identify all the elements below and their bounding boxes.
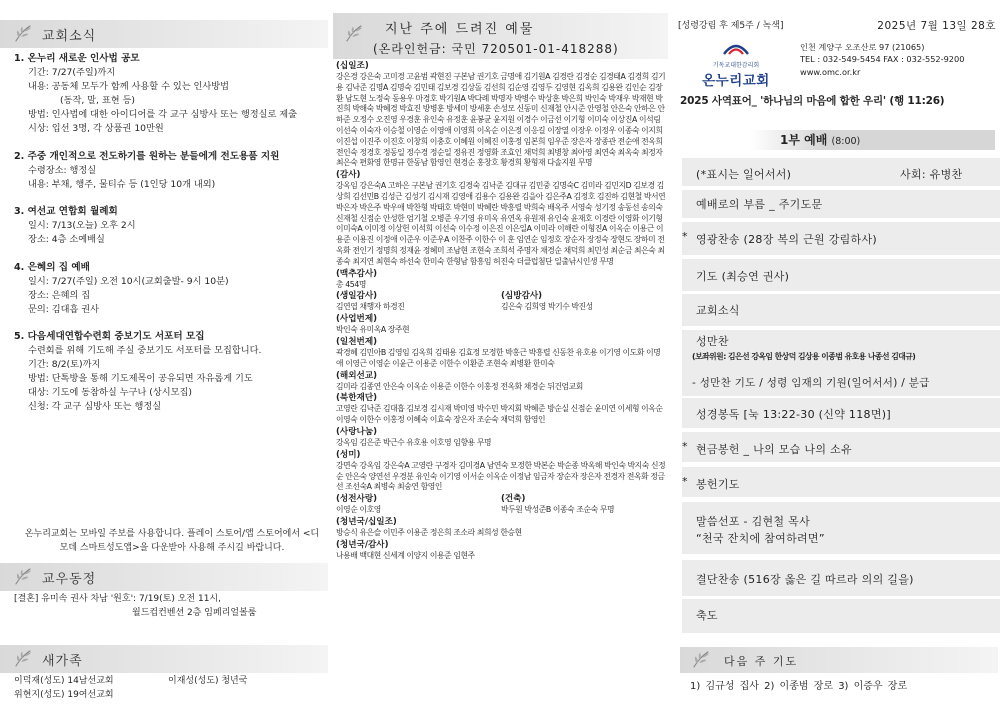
church-news-column <box>0 0 330 708</box>
service-title <box>780 131 860 148</box>
news-line: 방법: 인사법에 대한 아이디어를 각 교구 심방사 또는 행정실로 제출 <box>28 109 298 120</box>
news-title: 교회소식 <box>42 28 97 44</box>
order-church-news: 교회소식 <box>696 304 740 317</box>
offering-category: (사업번제) <box>336 314 378 325</box>
issue-line <box>678 18 996 33</box>
church-logo <box>696 40 776 88</box>
offering-category: (맥추감사) <box>336 268 378 279</box>
leaf-icon <box>12 648 34 670</box>
newfamily-entry: 위현지(성도) 19여선교회 <box>14 690 114 700</box>
offering-category: (심방감사) <box>501 291 543 302</box>
next-week-title: 다음 주 기도 <box>724 655 799 668</box>
offering-names: 김은숙 김희영 박기수 박진성 <box>501 302 593 312</box>
news-line: 대상: 기도에 동참하실 누구나 (상시모집) <box>28 387 192 398</box>
friends-text-2: 월드컵컨벤션 2층 임페리얼볼룸 <box>132 608 257 618</box>
news-line: 기간: 7/27(주일)까지 <box>28 67 116 78</box>
order-of-worship-column <box>670 0 1000 708</box>
news-line: 방법: 단톡방을 통해 기도제목이 공유되면 자유롭게 기도 <box>28 373 253 384</box>
offering-category: (해외선교) <box>336 370 378 381</box>
offering-category: (일천번제) <box>336 336 378 347</box>
news-line: 일시: 7/13(오늘) 오후 2시 <box>28 220 136 231</box>
ministry-motto: 2025 사역표어_ '하나님의 마음에 합한 우리' (행 11:26) <box>680 95 945 107</box>
offering-names: 나용배 백대현 신세계 이양지 이용준 임현주 <box>336 550 475 560</box>
offering-pair <box>336 290 666 313</box>
leaf-icon <box>12 23 34 45</box>
offering-category: (사랑나눔) <box>336 426 378 437</box>
standing-mark: * <box>682 230 688 243</box>
order-closing-hymn: 결단찬송 (516장 옳은 길 따르라 의의 길을) <box>696 573 914 586</box>
news-line: 내용: 공동체 모두가 함께 사용할 수 있는 인사방법 <box>28 81 230 92</box>
friends-text: [결혼] 유미속 권사 차남 '원호': 7/19(토) 오전 11시, <box>14 594 221 604</box>
mobile-bulletin-notice: 온누리교회는 모바일 주보를 사용합니다. 플레이 스토어/앱 스토어에서 <디모데 스마트성도앱>을 다운받아 사용해 주시길 바랍니다. <box>24 529 320 553</box>
newfamily-header <box>0 645 328 673</box>
sermon-title: “천국 잔치에 참여하려면” <box>696 532 825 545</box>
offering-names: 총 454명 <box>336 279 367 289</box>
news-line: (동작, 말, 표현 등) <box>60 95 136 106</box>
offering-category: (청년국/십일조) <box>336 516 397 527</box>
order-offering-prayer: 봉헌기도 <box>696 478 740 491</box>
offering-list <box>336 60 666 562</box>
offering-names: 방승식 유은슬 이민주 이용준 정은희 조소라 최희성 한승현 <box>336 527 522 537</box>
order-box <box>682 599 1000 633</box>
offering-names: 강면숙 강옥임 강은숙A 고영란 구경자 김미경A 남연숙 모정한 박본순 박순종 박옥해 박인숙 박지숙 신정순 안은숙 양연선 우경분 유인숙 이기영 이서순 이옥순 이정남 임금자 장순자 장은자 전경자 전옥화 정금선 조선숙A 최병숙 최숭연 함영인 <box>336 460 666 492</box>
issue-label: [성령강림 후 제5주 / 녹색] <box>678 21 784 31</box>
standing-mark: * <box>682 440 688 453</box>
news-line: 기간: 8/2(토)까지 <box>28 359 101 370</box>
communion-detail: - 성만찬 기도 / 성령 임재의 기원(일어서서) / 분급 <box>692 377 930 389</box>
communion-assistants: (보좌위원: 김은선 강옥임 한상덕 김상용 이종범 유호용 나종선 김대규) <box>692 352 916 361</box>
order-opening-hymn: 영광찬송 (28장 복의 근원 강림하사) <box>696 233 878 246</box>
order-communion: 성만찬 <box>696 335 729 348</box>
newfamily-title: 새가족 <box>42 653 83 669</box>
news-item-title: 2. 주중 개인적으로 전도하기를 원하는 분들에게 전도용품 지원 <box>14 151 280 162</box>
leaf-icon <box>690 649 712 671</box>
leaf-icon <box>343 23 365 45</box>
logo-emblem-icon <box>722 40 750 56</box>
news-item-title: 1. 온누리 새로운 인사법 공모 <box>14 53 140 64</box>
offerings-header <box>333 13 668 59</box>
news-line: 장소: 은혜의 집 <box>28 290 91 301</box>
online-account: (온라인헌금: 국민 720501-01-418288) <box>373 42 619 56</box>
offering-names: 강옥임 김은준 박근수 유호용 이호영 임향용 무명 <box>336 437 492 447</box>
offering-names: 고영란 김낙준 김대흡 김보경 김시재 박미영 박수민 박지회 박혜준 방순실 신점순 윤미연 이세형 이옥순 이영숙 이한수 이홍정 이혜숙 이효숙 장은자 조순숙 채덕희 함영인 <box>336 404 663 425</box>
church-address: 인천 계양구 오조산로 97 (21065) <box>800 42 925 52</box>
offering-names: 김미라 김종연 안은숙 이옥순 이용준 이한수 이홍정 전옥화 채경순 뒤건엄교회 <box>336 381 583 391</box>
offering-names: 김연엽 채행자 하경진 <box>336 302 405 312</box>
news-item-title: 5. 다음세대연합수련회 중보기도 서포터 모집 <box>14 331 205 342</box>
standing-mark: * <box>682 475 688 488</box>
news-item-3 <box>14 205 324 247</box>
newfamily-entry: 이재성(성도) 청년국 <box>168 676 248 686</box>
offerings-title: 지난 주에 드려진 예물 <box>385 22 535 37</box>
offerings-column <box>333 0 668 708</box>
order-scripture-reading: 성경봉독 [눅 13:22-30 (신약 118면)] <box>696 408 891 421</box>
news-line: 수령장소: 행정실 <box>28 165 97 176</box>
offering-category: (생일감사) <box>336 291 378 302</box>
offering-names: 이영순 이호영 <box>336 505 381 515</box>
offering-category: (감사) <box>336 170 361 181</box>
offering-category: (북한재단) <box>336 393 378 404</box>
news-line: 신청: 각 교구 심방사 또는 행정실 <box>28 401 162 412</box>
service-host: 사회: 유병찬 <box>900 168 963 181</box>
offering-names: 강은경 강은숙 고미경 고윤범 곽현진 구본남 권기호 금명애 김기원A 김경란 김경순 김경태A 김경희 김기용 김낙준 김명A 김명숙 김민태 김보경 김상돌 김선희 김순영 김영두 김영현 김옥희 김용완 김인순 김장환 남도현 노정숙 동용우 마경호 박기원A 박다례 박명자 박병수 박상훈 박은희 박인숙 박재우 박재현 박진희 박해숙 박혜경 박효진 방병훈 방세미 방세훈 손성모 신동미 신재철 안시준 안영철 안은숙 안하은 안하준 오정수 오진영 우경훈 유인숙 유정훈 윤봉균 윤지원 이경수 이금선 이기형 이미숙 이상진A 이석림 이선숙 이숙자 이승철 이영순 이영애 이영희 이옥순 이은정 이응길 이장열 이장우 이정우 이종숙 이지희 이진섭 이진주 이진호 이창희 이충호 이혜원 이혜진 이홍정 임본희 임우준 장은자 장종관 전순애 전옥희 전인숙 정경호 정동일 정수경 정순일 정유진 정영화 조효인 채덕희 최병창 최아영 최연숙 최옥숙 최정자 최은숙 편화영 한명규 한동남 함영인 현경순 홍창호 황경희 황형재 다솔지원 무명 <box>336 72 666 168</box>
leaf-icon <box>12 566 34 588</box>
news-item-title: 3. 여선교 연합회 월례회 <box>14 206 118 217</box>
news-item-4 <box>14 261 324 317</box>
news-line: 장소: 4층 소예배실 <box>28 234 105 245</box>
newfamily-entry: 이덕재(성도) 14남선교회 <box>14 676 114 686</box>
friends-title: 교우동정 <box>42 571 97 587</box>
news-item-title: 4. 은혜의 집 예배 <box>14 262 90 273</box>
news-item-5 <box>14 330 324 414</box>
logo-church-name: 온누리교회 <box>702 73 770 89</box>
issue-date: 2025년 7월 13일 28호 <box>877 20 996 32</box>
offering-category: (성전사랑) <box>336 494 378 505</box>
service-title-bar <box>750 130 995 150</box>
offering-category: (건축) <box>501 494 526 505</box>
offering-names: 박두원 박성준B 이종숙 조순숙 무명 <box>501 505 615 515</box>
friends-header <box>0 563 328 591</box>
news-header <box>0 20 328 48</box>
news-line: 시상: 입선 3명, 각 상품권 10만원 <box>28 123 164 134</box>
service-name: 1부 예배 <box>780 133 828 147</box>
logo-denomination: 기독교대한감리회 <box>712 62 760 69</box>
offering-category: (십일조) <box>336 61 369 71</box>
news-item-2 <box>14 150 324 192</box>
standing-note: (*표시는 일어서서) <box>696 168 792 181</box>
next-week-prayer-list: 1) 김규성 집사 2) 이종범 장로 3) 이증우 장로 <box>690 681 908 692</box>
offering-names: 곽경혜 김민아B 김영임 김옥희 김태용 김효정 모정한 박홍근 박흥렬 신동찬 유호용 이기영 이도화 이명애 이영근 이영순 이윤근 이용준 이한수 이환준 조현숙 최병환 한미숙 <box>336 347 661 368</box>
church-contact <box>800 41 964 78</box>
service-time: (8:00) <box>831 136 861 147</box>
order-offering: 현금봉헌 _ 나의 모습 나의 소유 <box>696 443 852 456</box>
news-line: 문의: 김대흡 권사 <box>28 304 100 315</box>
news-item-1 <box>14 52 324 136</box>
order-benediction: 축도 <box>696 609 718 622</box>
offering-category: (청년국/감사) <box>336 539 389 550</box>
offering-names: 박인숙 유미옥A 장주현 <box>336 325 410 335</box>
offering-pair <box>336 493 666 516</box>
offering-names: 강옥임 강은숙A 고하은 구본남 권기호 김경숙 김낙준 김대규 김민중 김명숙C 김미라 김민지D 김보경 김상희 김선민B 김성근 김성기 김시재 김영애 김용수 김용완 김을아 김은주A 김정호 김진하 김현철 박서연 박은자 박은주 박우애 박찬형 박태호 박현미 박혜란 박흥렬 박희숙 배옥주 서영숙 성기정 송동선 송의숙 신재철 신점순 안성한 엄기철 오병준 우기영 유미옥 유연옥 유원재 유인숙 윤재호 이경란 이영화 이기형 이미숙A 이미정 이상헌 이석희 이선숙 이수정 이은진 이은일A 이미라 이해란 이형진A 이옥순 이용근 이용준 이용진 이정애 이준우 이준우A 이찬주 이한수 이 훈 임연순 임정호 장순자 장정숙 장현도 장하미 전옥화 전인기 정명희 정재윤 정혜미 조남현 조현숙 조희석 주명자 채경순 채덕희 최민성 최순금 최은숙 최종숙 최지연 최현숙 하선숙 한미숙 한형남 함흥임 허진숙 더클럽첨단 일출낚시인생 무명 <box>336 181 666 266</box>
order-sermon: 말씀선포 - 김현철 목사 <box>696 515 810 528</box>
news-line: 수련회를 위해 기도해 주실 중보기도 서포터를 모집합니다. <box>28 345 262 356</box>
offering-category: (성미) <box>336 449 361 460</box>
church-website: www.omc.or.kr <box>800 66 861 77</box>
next-week-header <box>680 647 998 673</box>
order-prayer: 기도 (최승연 권사) <box>696 270 790 283</box>
church-phone: TEL : 032-549-5454 FAX : 032-552-9200 <box>800 54 965 65</box>
order-call-to-worship: 예배로의 부름 _ 주기도문 <box>696 198 823 211</box>
news-line: 내용: 부채, 행주, 물티슈 등 (1인당 10개 내외) <box>28 179 216 190</box>
news-line: 일시: 7/27(주일) 오전 10시(교회출발- 9시 10분) <box>28 276 229 287</box>
